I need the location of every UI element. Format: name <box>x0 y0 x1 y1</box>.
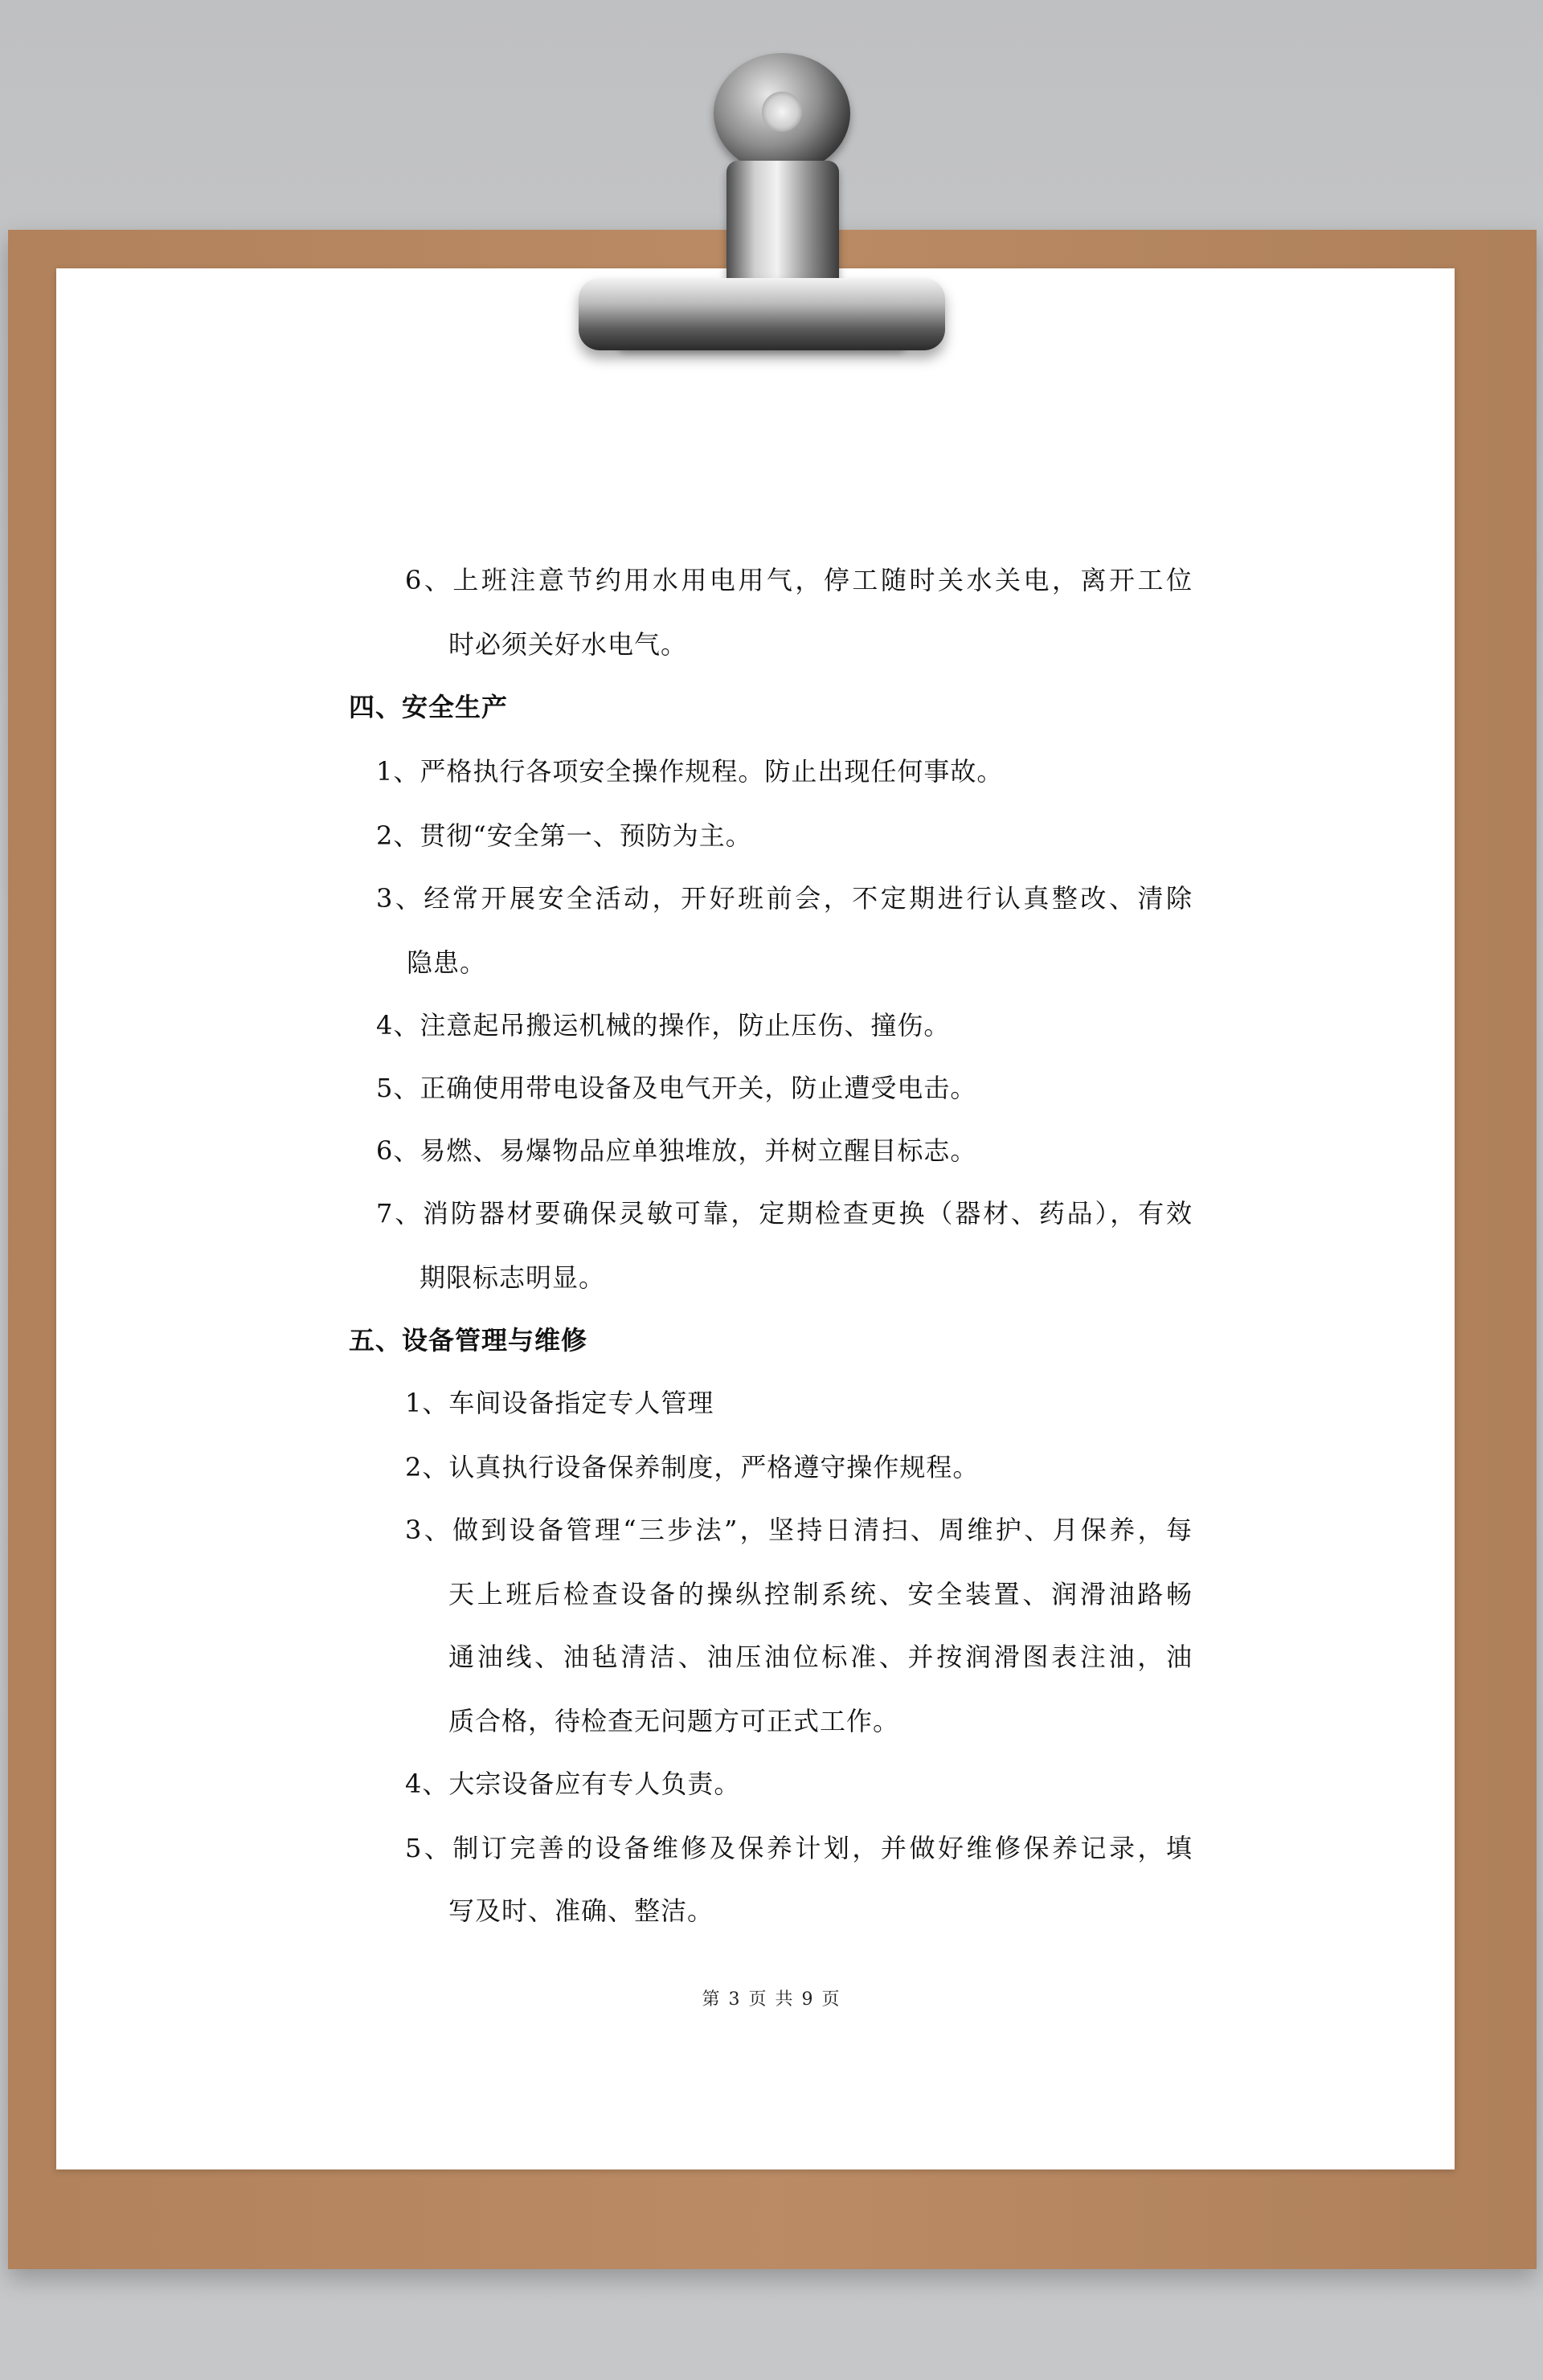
section4-heading: 四、安全生产 <box>349 692 509 722</box>
section4-item2: 2、贯彻“安全第一、预防为主。 <box>376 820 752 851</box>
section5-item1: 1、车间设备指定专人管理 <box>405 1388 714 1418</box>
page-footer: 第 3 页 共 9 页 <box>702 1989 841 2010</box>
section4-item3-line1: 3、经常开展安全活动，开好班前会，不定期进行认真整改、清除 <box>376 883 1193 914</box>
item6-line1: 6、上班注意节约用水用电用气，停工随时关水关电，离开工位 <box>405 565 1193 595</box>
section4-item5: 5、正确使用带电设备及电气开关，防止遭受电击。 <box>376 1073 977 1103</box>
section5-item4: 4、大宗设备应有专人负责。 <box>405 1769 741 1799</box>
section5-item3-line2: 天上班后检查设备的操纵控制系统、安全装置、润滑油路畅 <box>448 1579 1193 1609</box>
section5-item2: 2、认真执行设备保养制度，严格遵守操作规程。 <box>405 1452 980 1482</box>
section4-item1: 1、严格执行各项安全操作规程。防止出现任何事故。 <box>376 756 1004 787</box>
section4-item7-line2: 期限标志明显。 <box>420 1262 606 1293</box>
section4-item4: 4、注意起吊搬运机械的操作，防止压伤、撞伤。 <box>376 1010 951 1041</box>
section4-item7-line1: 7、消防器材要确保灵敏可靠，定期检查更换（器材、药品），有效 <box>376 1198 1193 1229</box>
section4-item6: 6、易燃、易爆物品应单独堆放，并树立醒目标志。 <box>376 1135 977 1166</box>
section4-item3-line2: 隐患。 <box>407 947 487 978</box>
section5-item5-line1: 5、制订完善的设备维修及保养计划，并做好维修保养记录，填 <box>405 1833 1193 1863</box>
section5-item3-line4: 质合格，待检查无问题方可正式工作。 <box>448 1706 900 1736</box>
section5-item3-line1: 3、做到设备管理“三步法”，坚持日清扫、周维护、月保养，每 <box>405 1515 1193 1545</box>
section5-item3-line3: 通油线、油毡清洁、油压油位标准、并按润滑图表注油，油 <box>448 1642 1193 1672</box>
item6-line2: 时必须关好水电气。 <box>448 629 688 660</box>
section5-item5-line2: 写及时、准确、整洁。 <box>448 1895 714 1926</box>
section5-heading: 五、设备管理与维修 <box>349 1325 588 1356</box>
